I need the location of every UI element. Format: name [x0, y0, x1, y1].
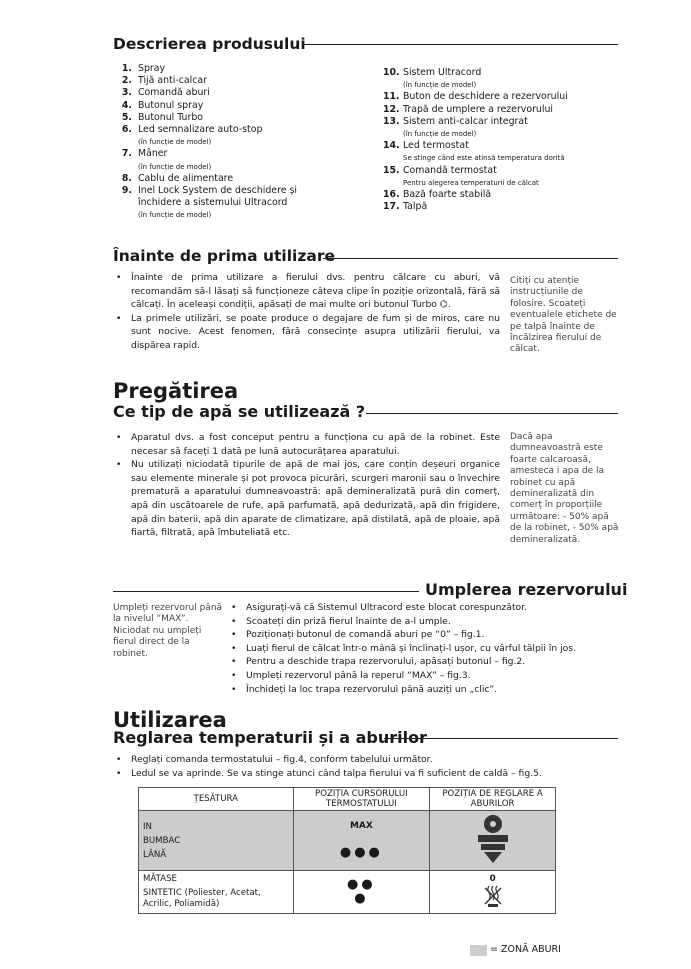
bullet-item: • Asigurați-vă că Sistemul Ultracord este blocat corespunzător.: [228, 601, 628, 615]
bullet-item: • La primele utilizări, se poate produce o degajare de fum și de miros, care nu sunt nocive. Acest fenomen, fără consecințe asupra utilizării fierului, va dispărea rapid.: [113, 312, 500, 353]
part-item: [383, 201, 623, 213]
inainte-side-note: Citiți cu atenție instrucțiunile de folosire. Scoateți eventualele etichete de pe talpă înainte de încălzirea fierului de călcat.: [510, 276, 617, 355]
part-item: [118, 100, 323, 112]
part-label: Inel Lock System de deschidere și închidere a sistemului Ultracord: [138, 185, 297, 209]
part-number: 15.: [383, 164, 400, 176]
part-label: Sistem Ultracord: [403, 67, 482, 78]
part-item: [383, 116, 623, 140]
part-label: Cablu de alimentare: [138, 172, 234, 184]
bullet-item: • Luați fierul de călcat într-o mână și înclinați-l ușor, cu vârful tălpii în jos.: [228, 642, 628, 656]
part-item: [118, 148, 323, 172]
part-label: Trapă de umplere a rezervorului: [403, 103, 554, 115]
thermostat-cell: ●● ●: [293, 871, 430, 914]
part-number: 13.: [383, 115, 400, 127]
part-item: [383, 165, 623, 189]
part-number: 7.: [121, 148, 132, 160]
no-steam-icon: 0: [430, 871, 556, 914]
part-label: Comandă aburi: [138, 87, 210, 99]
bullet-item: • Poziționați butonul de comandă aburi pe “0” – fig.1.: [228, 628, 628, 642]
bullet-item: • Reglați comanda termostatului – fig.4, conform tabelului următor.: [113, 753, 623, 767]
part-label: Mâner: [138, 148, 168, 160]
bullet-item: • Înainte de prima utilizare a fierului dvs. pentru călcare cu aburi, vă recomandăm să-l lăsați să funcționeze câteva clipe în poziție orizontală, fără să călcați. În aceleași condiții, apăsați de mai multe ori butonul Turbo ⌬.: [113, 271, 500, 312]
part-label: Led semnalizare auto-stop: [138, 124, 263, 136]
part-label: Buton de deschidere a rezervorului: [403, 91, 568, 103]
part-number: 11.: [383, 91, 400, 103]
section-title-tip-apa: Ce tip de apă se utilizează ?: [113, 402, 366, 421]
part-item: [118, 112, 323, 124]
part-note: (în funcție de model): [138, 211, 212, 220]
divider: [384, 738, 618, 739]
part-label: Led termostat: [403, 140, 469, 152]
part-item: [118, 185, 323, 222]
part-number: 5.: [121, 111, 132, 123]
bullet-item: • Închideți la loc trapa rezervorului până auziți un „clic”.: [228, 683, 628, 697]
part-number: 14.: [383, 140, 400, 152]
parts-list-right: [383, 67, 623, 213]
legend-swatch: [470, 945, 487, 956]
divider: [302, 44, 618, 45]
umplere-list: [228, 601, 628, 696]
part-label: Spray: [138, 63, 166, 74]
page-heading-pregatirea: Pregătirea: [113, 379, 239, 403]
fabric-cell: MĂTASE SINTETIC (Poliester, Acetat, Acrilic, Poliamidă): [139, 871, 294, 914]
part-number: 16.: [383, 189, 400, 201]
part-number: 9.: [121, 185, 132, 197]
section-title-descriere: Descrierea produsului: [113, 35, 306, 53]
part-note: Pentru alegerea temperaturii de călcat: [403, 178, 539, 187]
part-note: (în funcție de model): [403, 81, 477, 90]
part-label: Comandă termostat: [403, 164, 497, 176]
bullet-item: • Nu utilizați niciodată tipurile de apă de mai jos, care conțin deșeuri organice sau elemente minerale și pot provoca picurări, scurgeri maronii sau o învechire prematură a aparatului dumneavoastră: apă demineralizată pură din comerț, apă din uscătoarele de rufe, apă parfumată, apă dedurizată, apă din frigidere, apă din baterii, apă din aparate de climatizare, apă distilată, apă de ploaie, apă fiartă, filtrată, apă îmbuteliată etc.: [113, 458, 500, 540]
part-item: [118, 75, 323, 87]
inainte-list: [113, 271, 500, 353]
parts-list-left: [118, 63, 323, 222]
part-note: Se stinge când este atinsă temperatura dorită: [403, 154, 565, 163]
section-title-inainte: Înainte de prima utilizare: [113, 247, 336, 265]
part-label: Bază foarte stabilă: [403, 189, 492, 201]
part-label: Talpă: [403, 201, 428, 213]
section-title-reglarea: Reglarea temperaturii și a aburilor: [113, 728, 427, 747]
part-item: [383, 189, 623, 201]
fabric-cell: IN BUMBAC LÂNĂ: [139, 811, 294, 871]
part-item: [118, 173, 323, 185]
divider: [366, 413, 618, 414]
part-number: 10.: [383, 67, 400, 78]
part-number: 8.: [121, 172, 132, 184]
col-header-tesatura: ȚESĂTURA: [139, 788, 294, 811]
apa-list: [113, 431, 500, 540]
part-number: 4.: [121, 99, 132, 111]
part-note: (în funcție de model): [138, 162, 212, 171]
bullet-item: • Pentru a deschide trapa rezervorului, apăsați butonul – fig.2.: [228, 655, 628, 669]
part-item: [118, 87, 323, 99]
col-header-aburi: POZIȚIA DE REGLARE A ABURILOR: [430, 788, 556, 811]
reglare-list: [113, 753, 623, 780]
settings-table: [138, 787, 556, 914]
part-label: Butonul spray: [138, 99, 204, 111]
part-item: [118, 63, 323, 75]
col-header-termostat: POZIȚIA CURSORULUI TERMOSTATULUI: [293, 788, 430, 811]
divider: [323, 258, 618, 259]
part-item: [383, 104, 623, 116]
apa-side-note: Dacă apa dumneavoastră este foarte calcaroasă, amesteca i apa de la robinet cu apă demineralizată din comerț în proporțiile următoare: - 50% apă de la robinet, - 50% apă demineralizată.: [510, 432, 619, 545]
part-number: 17.: [383, 201, 400, 213]
part-item: [383, 67, 623, 91]
bullet-item: • Aparatul dvs. a fost conceput pentru a funcționa cu apă de la robinet. Este necesar să faceți 1 dată pe lună autocurățarea aparatului.: [113, 431, 500, 458]
section-title-umplerea: Umplerea rezervorului: [425, 580, 628, 599]
bullet-item: • Umpleți rezervorul până la reperul “MAX” – fig.3.: [228, 669, 628, 683]
page-heading-utilizarea: Utilizarea: [113, 708, 227, 732]
part-label: Tijă anti-calcar: [138, 75, 207, 87]
part-number: 6.: [121, 124, 132, 136]
divider: [113, 591, 419, 592]
part-item: [118, 124, 323, 148]
part-number: 12.: [383, 103, 400, 115]
thermostat-cell: MAX ●●●: [293, 811, 430, 871]
bullet-item: • Scoateți din priză fierul înainte de a-l umple.: [228, 615, 628, 629]
part-label: Sistem anti-calcar integrat: [403, 115, 528, 127]
part-item: [383, 91, 623, 103]
steam-max-icon: [430, 811, 556, 871]
part-note: (în funcție de model): [403, 130, 477, 139]
part-label: Butonul Turbo: [138, 111, 204, 123]
part-note: (în funcție de model): [138, 138, 212, 147]
part-item: [383, 140, 623, 164]
umplere-side-note: Umpleți rezervorul până la nivelul “MAX”. Niciodat nu umpleți fierul direct de la robinet.: [113, 603, 223, 659]
part-number: 1.: [121, 63, 132, 74]
part-number: 3.: [121, 87, 132, 99]
bullet-item: • Ledul se va aprinde. Se va stinge atunci când talpa fierului va fi suficient de caldă – fig.5.: [113, 767, 623, 781]
part-number: 2.: [121, 75, 132, 87]
legend-text: = ZONĂ ABURI: [490, 944, 561, 955]
